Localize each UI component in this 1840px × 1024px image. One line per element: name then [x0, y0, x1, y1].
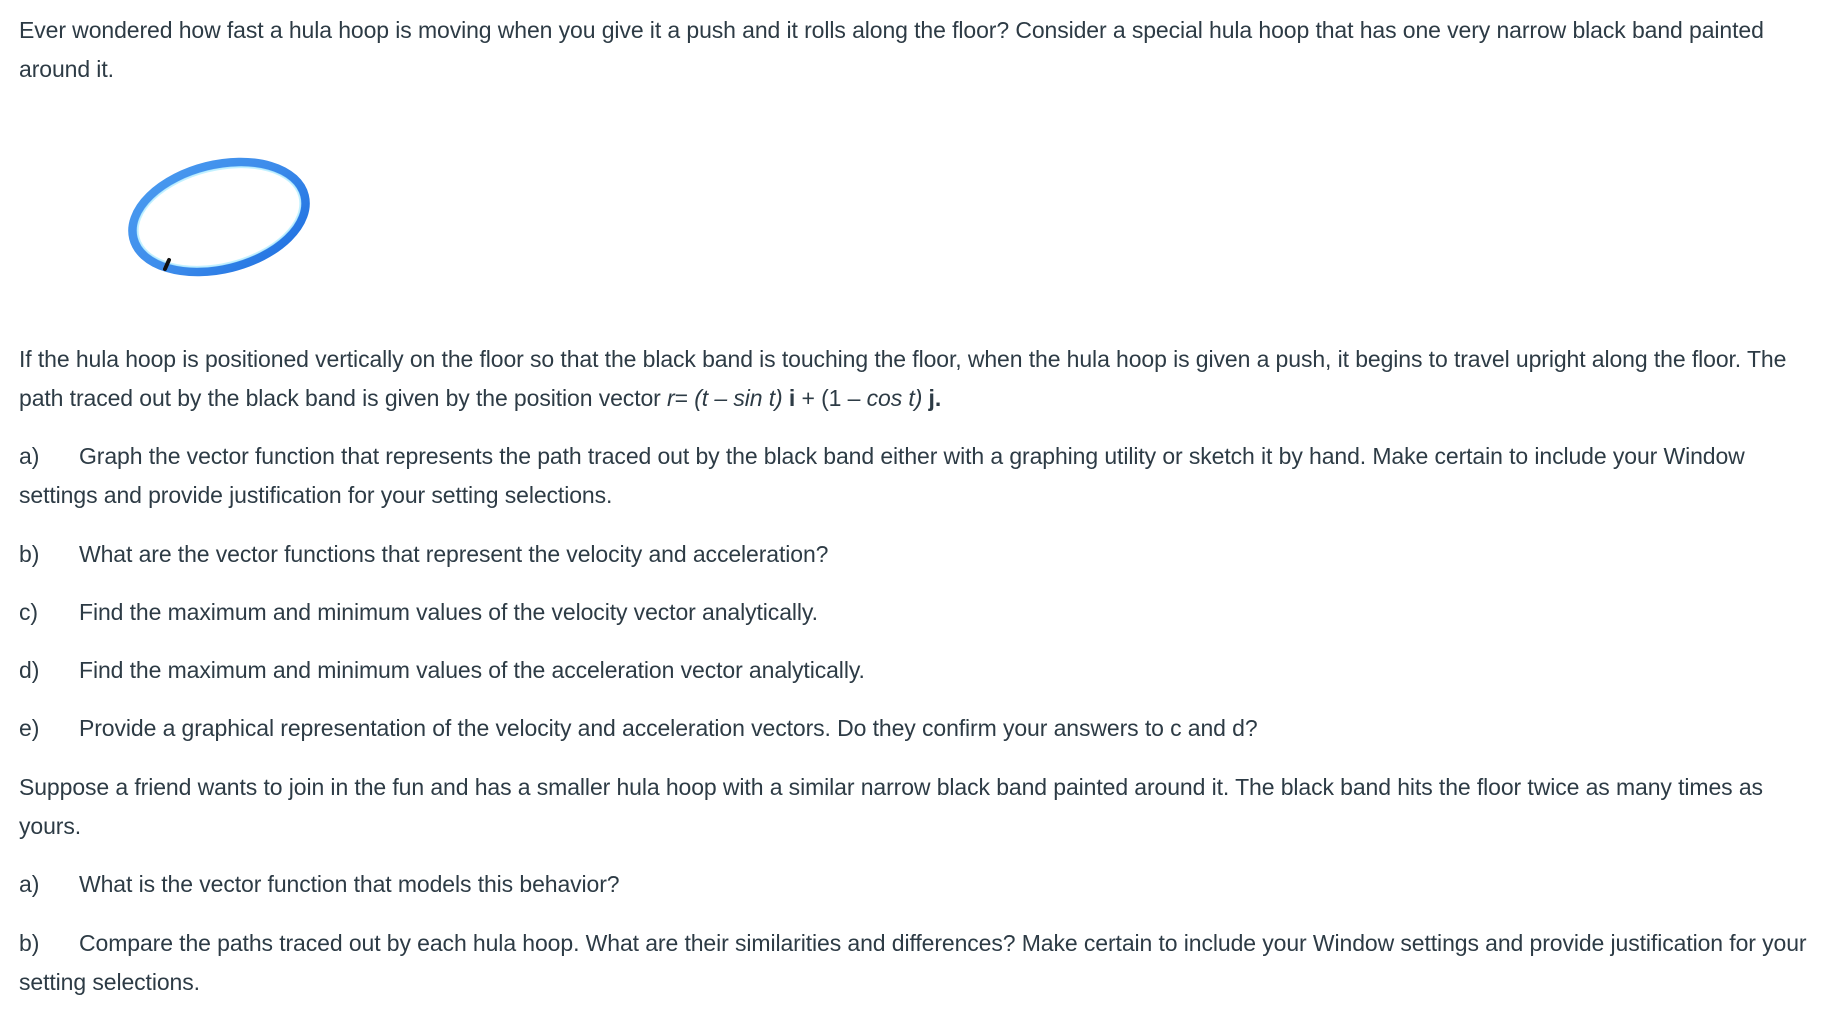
setup-text: If the hula hoop is positioned vertically on the floor so that the black band is touching the floor, when the hula hoop is given a push, it begins to travel upright along the floor. The path traced out by the black band is given by the position vector — [19, 346, 1787, 411]
question-text: Find the maximum and minimum values of the velocity vector analytically. — [79, 599, 818, 625]
r-symbol: r — [667, 385, 675, 411]
x-component: (t – sin t) — [694, 385, 783, 411]
cos-term: cos t) — [866, 385, 923, 411]
question-2a — [19, 865, 1819, 904]
question-text: Compare the paths traced out by each hula hoop. What are their similarities and differences? Make certain to include your Window settings and provide justification for your setting selections. — [19, 930, 1807, 995]
question-b — [19, 535, 1819, 574]
question-text: What is the vector function that models this behavior? — [79, 871, 620, 897]
question-c — [19, 593, 1819, 632]
question-label: b) — [19, 930, 40, 956]
setup-paragraph — [19, 340, 1819, 418]
question-text: What are the vector functions that represent the velocity and acceleration? — [79, 541, 829, 567]
j-unit-vector: j. — [922, 385, 942, 411]
hula-hoop-image — [119, 145, 319, 285]
question-text: Graph the vector function that represents the path traced out by the black band either with a graphing utility or sketch it by hand. Make certain to include your Window settings and provide justification for your setting selections. — [19, 443, 1745, 508]
i-unit-vector: i — [782, 385, 796, 411]
question-text: Provide a graphical representation of the velocity and acceleration vectors. Do they confirm your answers to c and d? — [79, 715, 1258, 741]
friend-paragraph — [19, 768, 1819, 846]
question-d — [19, 651, 1819, 690]
question-label: d) — [19, 657, 40, 683]
question-label: e) — [19, 715, 40, 741]
question-label: a) — [19, 443, 40, 469]
intro-text: Ever wondered how fast a hula hoop is moving when you give it a push and it rolls along the floor? Consider a special hula hoop that has one very narrow black band painted around it. — [19, 17, 1764, 82]
equals-sign: = — [674, 385, 695, 411]
question-label: a) — [19, 871, 40, 897]
question-label: b) — [19, 541, 40, 567]
hula-hoop-icon — [119, 145, 319, 285]
question-e — [19, 709, 1819, 748]
question-text: Find the maximum and minimum values of the acceleration vector analytically. — [79, 657, 865, 683]
question-2b — [19, 924, 1819, 1002]
plus-term: + (1 – — [795, 385, 867, 411]
friend-text: Suppose a friend wants to join in the fun and has a smaller hula hoop with a similar narrow black band painted around it. The black band hits the floor twice as many times as yours. — [19, 774, 1763, 839]
question-a — [19, 437, 1819, 515]
intro-paragraph — [19, 11, 1819, 89]
question-label: c) — [19, 599, 38, 625]
